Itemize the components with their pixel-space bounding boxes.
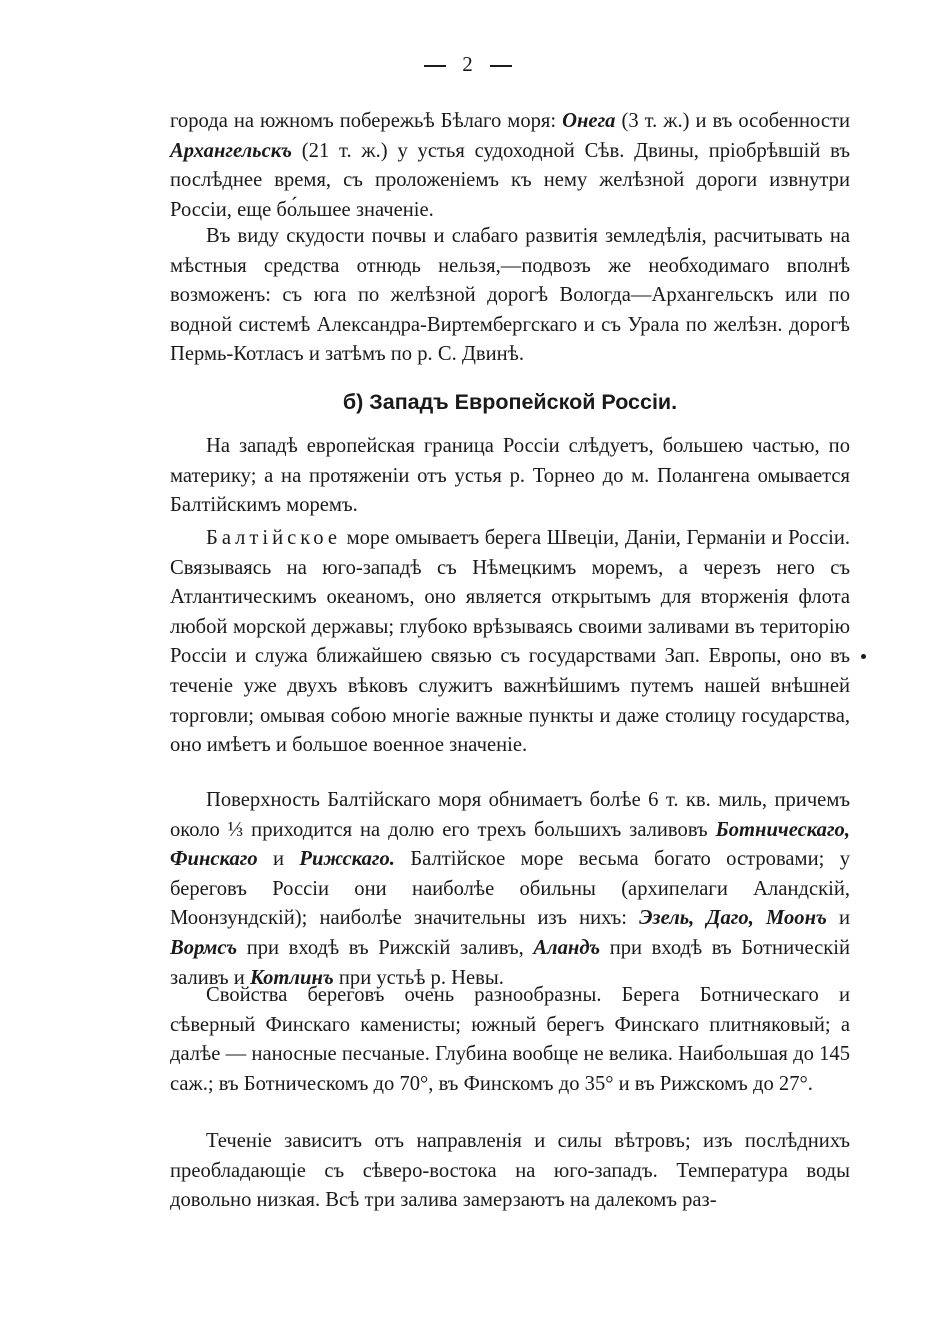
spaced-term: Балтійское	[206, 527, 341, 549]
text-run: города на южномъ побережьѣ Бѣлаго моря:	[170, 110, 563, 132]
section-heading: б) Западъ Европейской Россіи.	[342, 390, 678, 414]
gulf-names: Ботническаго, Финскаго	[170, 818, 850, 871]
paragraph-7	[170, 1127, 850, 1216]
text-run: море омываетъ берега Швеціи, Даніи, Германіи и Россіи. Связываясь на юго-западѣ съ Нѣмецкимъ моремъ, а черезъ него съ Атлантическимъ океаномъ, оно является открытымъ для вторженія флота любой морской державы; глубоко врѣзываясь своими заливами въ територію Россіи и служа ближайшею связью съ государствами Зап. Европы, оно въ теченіе уже двухъ вѣковъ служитъ важнѣйшимъ путемъ нашей внѣшней торговли; омывая собою многіе важные пункты и даже столицу государства, оно имѣетъ и большое военное значеніе.	[170, 527, 850, 757]
gulf-riga: Рижскаго.	[299, 848, 395, 871]
page-number	[0, 52, 936, 77]
text-run: Поверхность Балтійскаго моря обнимаетъ болѣе 6 т. кв. миль, причемъ около ⅓ приходится на долю его трехъ большихъ заливовъ	[170, 789, 850, 841]
paragraph-3	[170, 432, 850, 521]
text-run: и	[257, 848, 300, 871]
text-run: при входѣ въ Ботническій заливъ и	[170, 936, 851, 989]
text-run: (3 т. ж.) и въ особенности	[615, 110, 850, 132]
text-run: при входѣ въ Рижскій заливъ,	[237, 936, 534, 959]
paragraph-5	[170, 786, 850, 993]
paragraph-4	[170, 524, 850, 761]
margin-mark	[861, 654, 866, 659]
island-kotlin: Котлинъ	[249, 966, 334, 989]
paragraph-2	[170, 222, 850, 370]
place-onega: Онега	[562, 110, 616, 132]
island-vormsi: Вормсъ	[170, 936, 238, 959]
text-run: Свойства береговъ очень разнообразны. Берега Ботническаго и сѣверный Финскаго каменисты; южный берегъ Финскаго плитняковый; а далѣе — наносные песчаные. Глубина вообще не велика. Наибольшая до 145 саж.; въ Ботническомъ до 70°, въ Финскомъ до 35° и въ Рижскомъ до 27°.	[170, 984, 850, 1095]
text-run: (21 т. ж.) у устья судоходной Сѣв. Двины, пріобрѣвшій въ послѣднее время, съ проложеніемъ къ нему желѣзной дороги извнутри Россіи, еще бо́льшее значеніе.	[170, 139, 850, 221]
left-dash	[424, 65, 446, 67]
island-aland: Аландъ	[533, 936, 601, 959]
text-run: Балтійское море весьма богато островами; у береговъ Россіи они наиболѣе обильны (архипелаги Аландскій, Моонзундскій); наиболѣе значительны изъ нихъ:	[170, 848, 850, 930]
page-number-value: 2	[462, 52, 474, 76]
text-run: На западѣ европейская граница Россіи слѣдуетъ, большею частью, по материку; а на протяженіи отъ устья р. Торнео до м. Полангена омывается Балтійскимъ моремъ.	[170, 435, 850, 517]
place-arkhangelsk: Архангельскъ	[170, 139, 293, 162]
paragraph-6	[170, 981, 850, 1099]
paragraph-1	[170, 107, 850, 225]
text-run: и	[826, 907, 850, 930]
text-run: Въ виду скудости почвы и слабаго развитія земледѣлія, расчитывать на мѣстныя средства отнюдь нельзя,—подвозъ же необходимаго вполнѣ возможенъ: съ юга по желѣзной дорогѣ Вологда—Архангельскъ или по водной системѣ Александра-Виртембергскаго и съ Урала по желѣзн. дорогѣ Пермь-Котласъ и затѣмъ по р. С. Двинѣ.	[170, 225, 850, 366]
right-dash	[490, 65, 512, 67]
text-run: при устьѣ р. Невы.	[333, 966, 504, 989]
text-run: Теченіе зависитъ отъ направленія и силы вѣтровъ; изъ послѣднихъ преобладающіе съ сѣверо-востока на юго-западъ. Температура воды довольно низкая. Всѣ три залива замерзаютъ на далекомъ раз-	[170, 1130, 850, 1212]
island-names: Эзель, Даго, Моонъ	[639, 907, 827, 930]
